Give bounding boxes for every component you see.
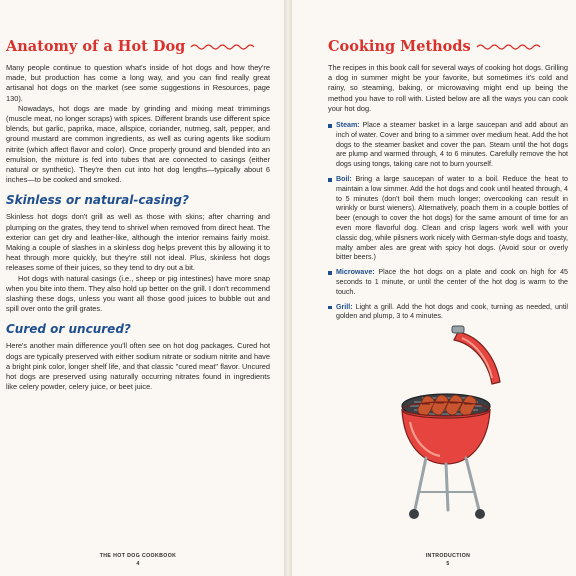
method-item (328, 121, 568, 170)
method-item (328, 303, 568, 323)
right-footer (328, 552, 568, 568)
kettle-grill-icon (396, 322, 504, 522)
left-footer (6, 552, 270, 568)
right-page (292, 0, 576, 576)
section-title-footer: INTRODUCTION (425, 553, 471, 559)
right-page-title (328, 38, 568, 55)
page-number-right: 5 (446, 561, 450, 567)
method-text: Place a steamer basket in a large saucepan and add about an inch of water. Cover and bring to a simmer over medium heat. Add the hot dogs to the steamer basket and cover the pan. Steam until the hot dogs are plump and warmed through, 4 to 6 minutes. Carefully remove the hot dogs using tongs, taking care not to burn yourself. (336, 121, 568, 169)
book-title-footer: THE HOT DOG COOKBOOK (99, 553, 177, 559)
method-text: Bring a large saucepan of water to a boil. Reduce the heat to maintain a low simmer. Add the hot dogs and cook until heated through, 4 to 5 minutes (don't boil them much longer; overcooking can result in wrinkly or burst wieners). Alternatively, poach them in a couple bottles of beer (enough to cover the hot dogs) for the same amount of time for an even more flavorful dog. Clean and crisp lagers work well with your classic dog, while pilsners work nicely with German-style dogs and toasty, malty amber ales are great with spicy hot dogs. (Avoid sour or overly bitter beers.) (336, 175, 568, 262)
paragraph-cured: Here's another main difference you'll often see on hot dog packages. Cured hot dogs are typically preserved with either sodium nitrate or sodium nitrite and have a bright pink color, longer shelf life, and that classic "cured meat" flavor. Uncured hot dogs are preserved using naturally occurring nitrates found in ingredients like celery powder, celery juice, or beet juice. (6, 341, 270, 392)
method-item (328, 268, 568, 297)
method-term: Microwave: (336, 268, 375, 277)
paragraph-intro: Many people continue to question what's inside of hot dogs and how they're made, but production has come a long way, and you can find really great artisanal hot dogs on the market (see some suggestions in Resources, page 130). (6, 63, 270, 103)
paragraph-skinless: Skinless hot dogs don't grill as well as those with skins; after charring and plumping on the grates, they tend to shrivel when removed from direct heat. The exterior can get dry and leather-like, although the interior remains fairly moist. Making a couple of slashes in a skinless dog helps prevent this by allowing it to heat through more quickly, but they're still not ideal. Plus, skinless hot dogs releases some of their juices, so they tend to dry out a bit. (6, 212, 270, 273)
method-text: Place the hot dogs on a plate and cook on high for 45 seconds to 1 minute, or until the center of the hot dog is warm to the touch. (336, 268, 568, 296)
anatomy-heading: Anatomy of a Hot Dog (6, 38, 186, 55)
method-item (328, 175, 568, 263)
left-page-title (6, 38, 270, 55)
page-number-left: 4 (136, 561, 140, 567)
wavy-line-icon (190, 43, 256, 51)
cooking-methods-list (328, 121, 568, 322)
method-term: Steam: (336, 121, 360, 130)
method-term: Boil: (336, 175, 352, 183)
paragraph-methods-intro: The recipes in this book call for several ways of cooking hot dogs. Grilling a dog in summer might be your favorite, but sometimes it's cold and rainy, so steaming, baking, or microwaving might end up being the method you have to roll with. Listed below are all the ways you can cook your hot dog. (328, 63, 568, 113)
method-text: Light a grill. Add the hot dogs and cook, turning as needed, until golden and plump, 3 to 4 minutes. (336, 302, 568, 321)
book-gutter (284, 0, 292, 576)
wavy-line-icon (476, 43, 546, 51)
cured-heading: Cured or uncured? (6, 322, 131, 337)
skinless-heading: Skinless or natural-casing? (6, 193, 189, 208)
cooking-methods-heading: Cooking Methods (328, 38, 471, 55)
method-term: Grill: (336, 302, 353, 311)
paragraph-natural-casing: Hot dogs with natural casings (i.e., sheep or pig intestines) have more snap when you bite into them. They also hold up better on the grill. I don't recommend slashing these dogs, unless you want all those good juices to bubble out and spill over onto the grill grates. (6, 273, 270, 314)
paragraph-production: Nowadays, hot dogs are made by grinding and mixing meat trimmings (muscle meat, no longer scraps) with spices. Different brands use different spice blends, but garlic, paprika, mace, allspice, coriander, nutmeg, salt, pepper, and ground mustard are common ingredients, as well as curing agents like sodium nitrite (which affect flavor and color). Once properly ground and blended into an emulsion, the mixture is fed into tubes that are connected to casings (either natural or synthetic). They're then cut into hot dog lengths—typically about 6 inches—to be cooked and smoked. (6, 103, 270, 185)
left-page (0, 0, 284, 576)
